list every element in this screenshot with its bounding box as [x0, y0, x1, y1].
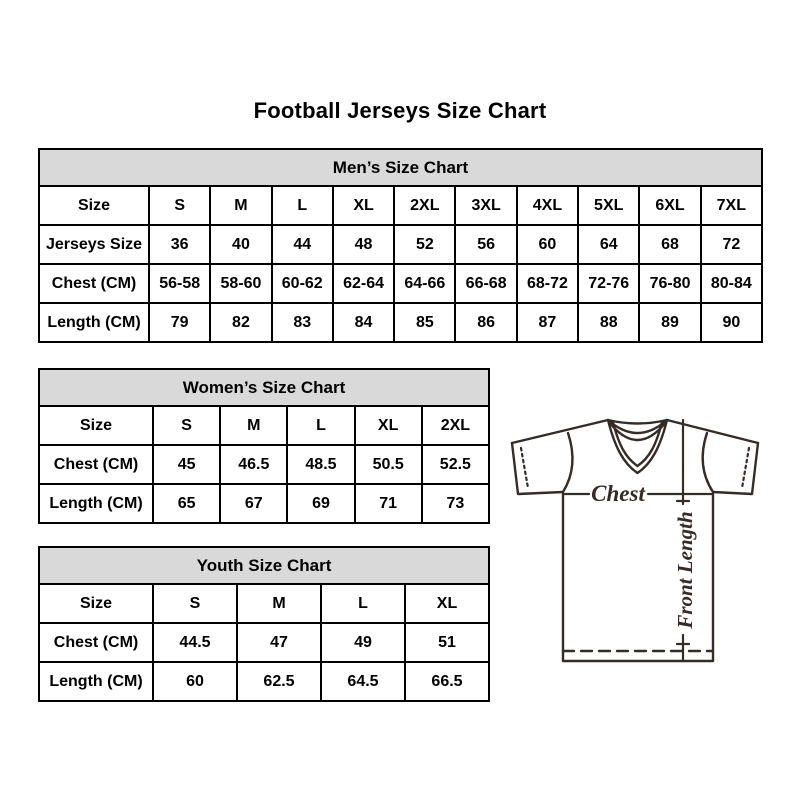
- value-cell: 56-58: [149, 264, 210, 303]
- womens-size-table-grid: [38, 368, 490, 524]
- mens-size-table: [38, 148, 763, 343]
- header-cell: M: [220, 406, 287, 445]
- value-cell: 40: [210, 225, 271, 264]
- value-cell: 52: [394, 225, 455, 264]
- value-cell: 48: [333, 225, 394, 264]
- header-cell: 2XL: [394, 186, 455, 225]
- value-cell: 86: [455, 303, 516, 342]
- youth-size-table-grid: [38, 546, 490, 702]
- table-row: [39, 445, 489, 484]
- value-cell: 48.5: [287, 445, 354, 484]
- jersey-left-shoulder-line: [512, 420, 608, 443]
- table-row: [39, 662, 489, 701]
- value-cell: 45: [153, 445, 220, 484]
- value-cell: 49: [321, 623, 405, 662]
- header-cell: Size: [39, 584, 153, 623]
- jersey-left-armhole-seam: [563, 433, 572, 492]
- womens-table-title: Women’s Size Chart: [39, 369, 489, 406]
- header-cell: 4XL: [517, 186, 578, 225]
- womens-size-table: [38, 368, 490, 524]
- value-cell: 60: [153, 662, 237, 701]
- jersey-right-armhole-seam: [703, 433, 713, 492]
- chest-label: Chest: [591, 481, 645, 506]
- table-row: [39, 484, 489, 523]
- value-cell: 87: [517, 303, 578, 342]
- header-cell: L: [272, 186, 333, 225]
- header-cell: Chest (CM): [39, 623, 153, 662]
- mens-table-title: Men’s Size Chart: [39, 149, 762, 186]
- value-cell: 83: [272, 303, 333, 342]
- value-cell: 44: [272, 225, 333, 264]
- header-cell: Size: [39, 406, 153, 445]
- value-cell: 60: [517, 225, 578, 264]
- header-cell: Length (CM): [39, 484, 153, 523]
- youth-size-table: [38, 546, 490, 702]
- header-cell: 3XL: [455, 186, 516, 225]
- header-cell: 2XL: [422, 406, 489, 445]
- table-row: [39, 623, 489, 662]
- table-row: [39, 406, 489, 445]
- header-cell: Chest (CM): [39, 264, 149, 303]
- value-cell: 58-60: [210, 264, 271, 303]
- header-cell: XL: [405, 584, 489, 623]
- jersey-left-sleeve: [512, 443, 563, 494]
- header-cell: Size: [39, 186, 149, 225]
- value-cell: 72-76: [578, 264, 639, 303]
- value-cell: 66-68: [455, 264, 516, 303]
- header-cell: S: [149, 186, 210, 225]
- value-cell: 64.5: [321, 662, 405, 701]
- header-cell: Length (CM): [39, 303, 149, 342]
- value-cell: 44.5: [153, 623, 237, 662]
- header-cell: L: [321, 584, 405, 623]
- mens-size-table-grid: [38, 148, 763, 343]
- jersey-right-sleeve: [713, 443, 758, 494]
- value-cell: 71: [355, 484, 422, 523]
- header-cell: XL: [355, 406, 422, 445]
- header-cell: L: [287, 406, 354, 445]
- value-cell: 69: [287, 484, 354, 523]
- value-cell: 52.5: [422, 445, 489, 484]
- jersey-measurement-diagram: [500, 410, 770, 668]
- header-cell: Chest (CM): [39, 445, 153, 484]
- table-row: [39, 264, 762, 303]
- table-row: [39, 303, 762, 342]
- jersey-right-shoulder-line: [667, 420, 758, 443]
- value-cell: 66.5: [405, 662, 489, 701]
- value-cell: 64: [578, 225, 639, 264]
- value-cell: 50.5: [355, 445, 422, 484]
- header-cell: M: [210, 186, 271, 225]
- value-cell: 88: [578, 303, 639, 342]
- value-cell: 85: [394, 303, 455, 342]
- value-cell: 89: [639, 303, 700, 342]
- header-cell: S: [153, 406, 220, 445]
- value-cell: 65: [153, 484, 220, 523]
- header-cell: Length (CM): [39, 662, 153, 701]
- value-cell: 76-80: [639, 264, 700, 303]
- jersey-collar-top: [608, 420, 667, 424]
- value-cell: 56: [455, 225, 516, 264]
- header-cell: 6XL: [639, 186, 700, 225]
- header-cell: 5XL: [578, 186, 639, 225]
- header-cell: XL: [333, 186, 394, 225]
- left-cuff-dotted-line: [521, 448, 528, 488]
- table-row: [39, 186, 762, 225]
- value-cell: 46.5: [220, 445, 287, 484]
- value-cell: 67: [220, 484, 287, 523]
- value-cell: 73: [422, 484, 489, 523]
- value-cell: 72: [701, 225, 762, 264]
- youth-table-title: Youth Size Chart: [39, 547, 489, 584]
- value-cell: 62.5: [237, 662, 321, 701]
- value-cell: 79: [149, 303, 210, 342]
- value-cell: 60-62: [272, 264, 333, 303]
- value-cell: 51: [405, 623, 489, 662]
- table-row: [39, 584, 489, 623]
- table-row: [39, 225, 762, 264]
- value-cell: 68-72: [517, 264, 578, 303]
- value-cell: 47: [237, 623, 321, 662]
- value-cell: 68: [639, 225, 700, 264]
- value-cell: 90: [701, 303, 762, 342]
- value-cell: 36: [149, 225, 210, 264]
- front-length-label: Front Length: [673, 511, 697, 629]
- header-cell: Jerseys Size: [39, 225, 149, 264]
- value-cell: 62-64: [333, 264, 394, 303]
- value-cell: 64-66: [394, 264, 455, 303]
- right-cuff-dotted-line: [742, 448, 749, 488]
- header-cell: S: [153, 584, 237, 623]
- header-cell: 7XL: [701, 186, 762, 225]
- value-cell: 84: [333, 303, 394, 342]
- header-cell: M: [237, 584, 321, 623]
- value-cell: 82: [210, 303, 271, 342]
- page-title: Football Jerseys Size Chart: [253, 98, 547, 123]
- value-cell: 80-84: [701, 264, 762, 303]
